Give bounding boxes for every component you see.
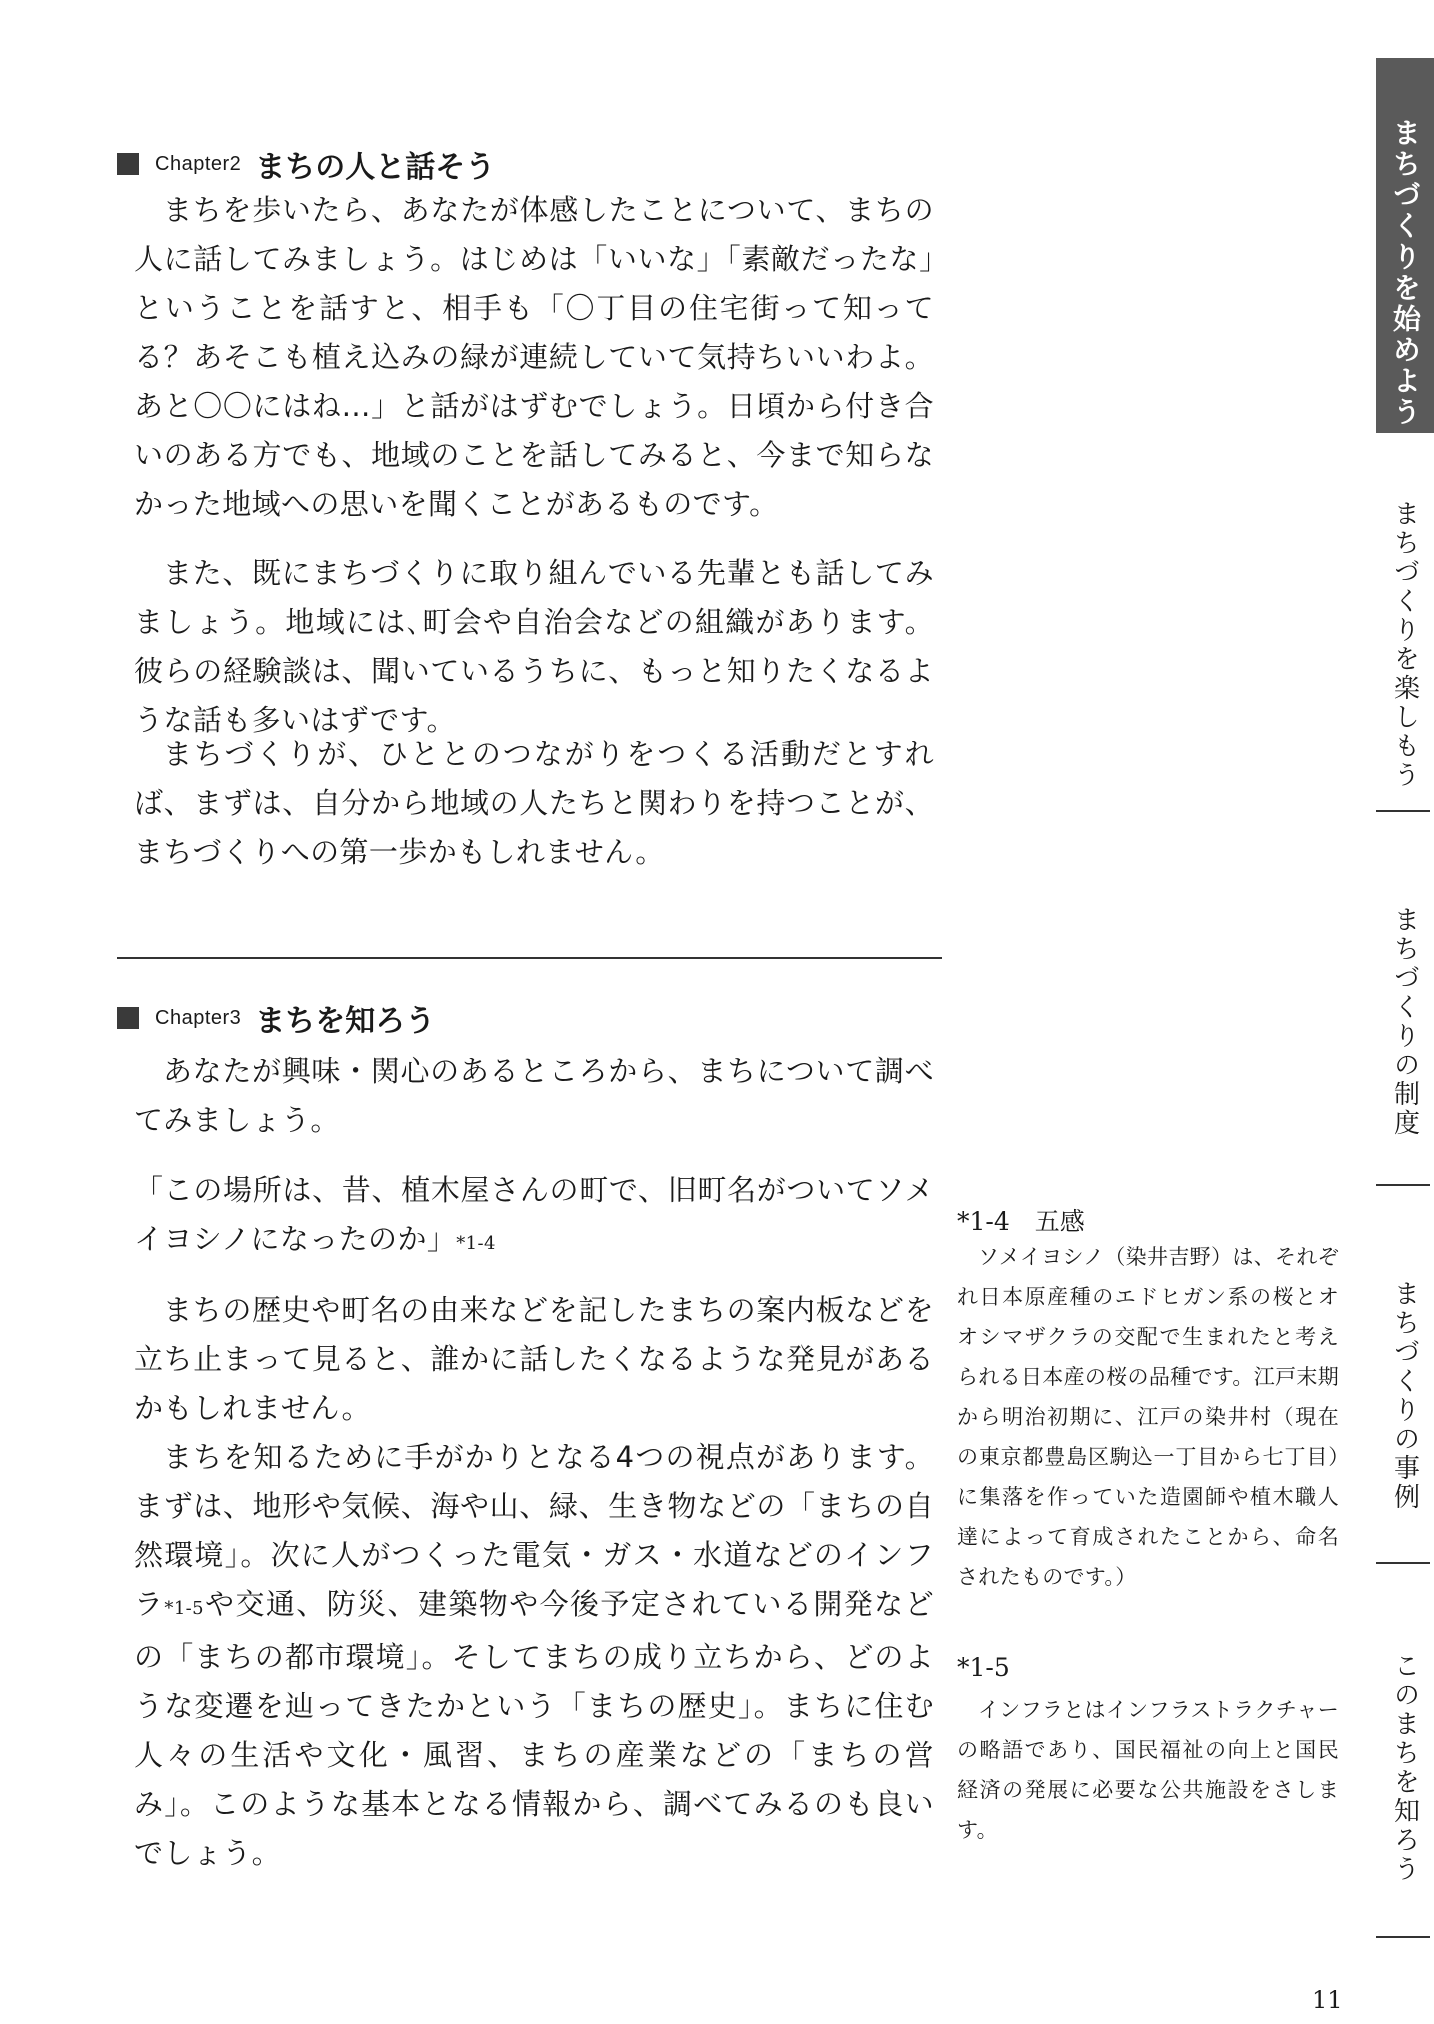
side-tab-label: まちづくりを楽しもう (1389, 500, 1420, 790)
chapter3-paragraph-3: まちの歴史や町名の由来などを記したまちの案内板などを立ち止まって見ると、誰かに話したくなるような発見があるかもしれません。 (134, 1293, 934, 1425)
note-1-5-body: インフラとはインフラストラクチャーの略語であり、国民福祉の向上と国民経済の発展に必要な公共施設をさします。 (957, 1698, 1339, 1842)
note-1-4-title: *1-4 五感 (957, 1207, 1085, 1236)
side-tab-divider (1376, 1184, 1430, 1186)
chapter2-heading (117, 142, 495, 186)
side-tab-know[interactable] (1376, 1652, 1434, 1884)
side-tab-label: まちづくりを始めよう (1389, 118, 1422, 428)
side-tab-cases[interactable] (1376, 1280, 1434, 1512)
chapter3-title: まちを知ろう (255, 1004, 436, 1039)
chapter3-quote (134, 1166, 934, 1268)
infra-footnote-ref[interactable]: *1-5 (164, 1598, 205, 1619)
heading-square-icon (117, 1007, 139, 1029)
section-divider (117, 957, 942, 959)
chapter3-intro: あなたが興味・関心のあるところから、まちについて調べてみましょう。 (134, 1054, 934, 1137)
side-tab-system[interactable] (1376, 906, 1434, 1138)
side-tab-label: まちづくりの制度 (1389, 906, 1420, 1138)
paragraph-4-text-a: まちを知るために手がかりとなる4つの視点があります。まずは、地形や気候、海や山、緑、生き物などの「まちの自然環境」。次に人がつくった電気・ガス・水道などのインフラ (134, 1440, 934, 1621)
side-tab-divider (1376, 1562, 1430, 1564)
paragraph-4-text-b: や交通、防災、建築物や今後予定されている開発などの「まちの都市環境」。そしてまちの成り立ちから、どのような変遷を辿ってきたかという「まちの歴史」。まちに住む人々の生活や文化・風習、まちの産業などの「まちの営み」。このような基本となる情報から、調べてみるのも良いでしょう。 (134, 1587, 934, 1870)
chapter3-label: Chapter3 (155, 1006, 242, 1029)
chapter2-paragraph-2: また、既にまちづくりに取り組んでいる先輩とも話してみましょう。地域には､町会や自治会などの組織があります。彼らの経験談は、聞いているうちに、もっと知りたくなるような話も多いはずです。 (134, 556, 934, 737)
side-tab-label: このまちを知ろう (1389, 1652, 1420, 1884)
side-tab-label: まちづくりの事例 (1389, 1280, 1420, 1512)
chapter2-paragraph-1: まちを歩いたら、あなたが体感したことについて、まちの人に話してみましょう。はじめは「いいな」「素敵だったな」ということを話すと、相手も「〇丁目の住宅街って知ってる？あそこも植え込みの緑が連続していて気持ちいいわよ。あと〇〇にはね…」と話がはずむでしょう。日頃から付き合いのある方でも、地域のことを話してみると、今まで知らなかった地域への思いを聞くことがあるものです。 (134, 193, 934, 521)
heading-square-icon (117, 153, 139, 175)
side-tab-divider (1376, 1936, 1430, 1938)
chapter2-title: まちの人と話そう (255, 150, 496, 185)
chapter2-label: Chapter2 (155, 152, 242, 175)
chapter2-paragraph-3: まちづくりが、ひととのつながりをつくる活動だとすれば、まずは、自分から地域の人たちと関わりを持つことが、まちづくりへの第一歩かもしれません。 (134, 737, 934, 869)
side-tab-start[interactable] (1376, 58, 1434, 433)
chapter3-heading (117, 996, 435, 1040)
page-number: 11 (1312, 1986, 1343, 2014)
note-1-5-title: *1-5 (957, 1653, 1010, 1682)
side-tab-enjoy[interactable] (1376, 500, 1434, 790)
note-1-4-body: ソメイヨシノ（染井吉野）は、それぞれ日本原産種のエドヒガン系の桜とオオシマザクラの交配で生まれたと考えられる日本産の桜の品種です。江戸末期から明治初期に、江戸の染井村（現在の東京都豊島区駒込一丁目から七丁目）に集落を作っていた造園師や植木職人達によって育成されたことから、命名されたものです。） (957, 1245, 1339, 1589)
quote-footnote-ref[interactable]: *1-4 (456, 1233, 496, 1254)
side-tab-divider (1376, 810, 1430, 812)
quote-text: 「この場所は、昔、植木屋さんの町で、旧町名がついてソメイヨシノになったのか」 (134, 1173, 934, 1256)
chapter3-paragraph-4 (134, 1433, 934, 1878)
